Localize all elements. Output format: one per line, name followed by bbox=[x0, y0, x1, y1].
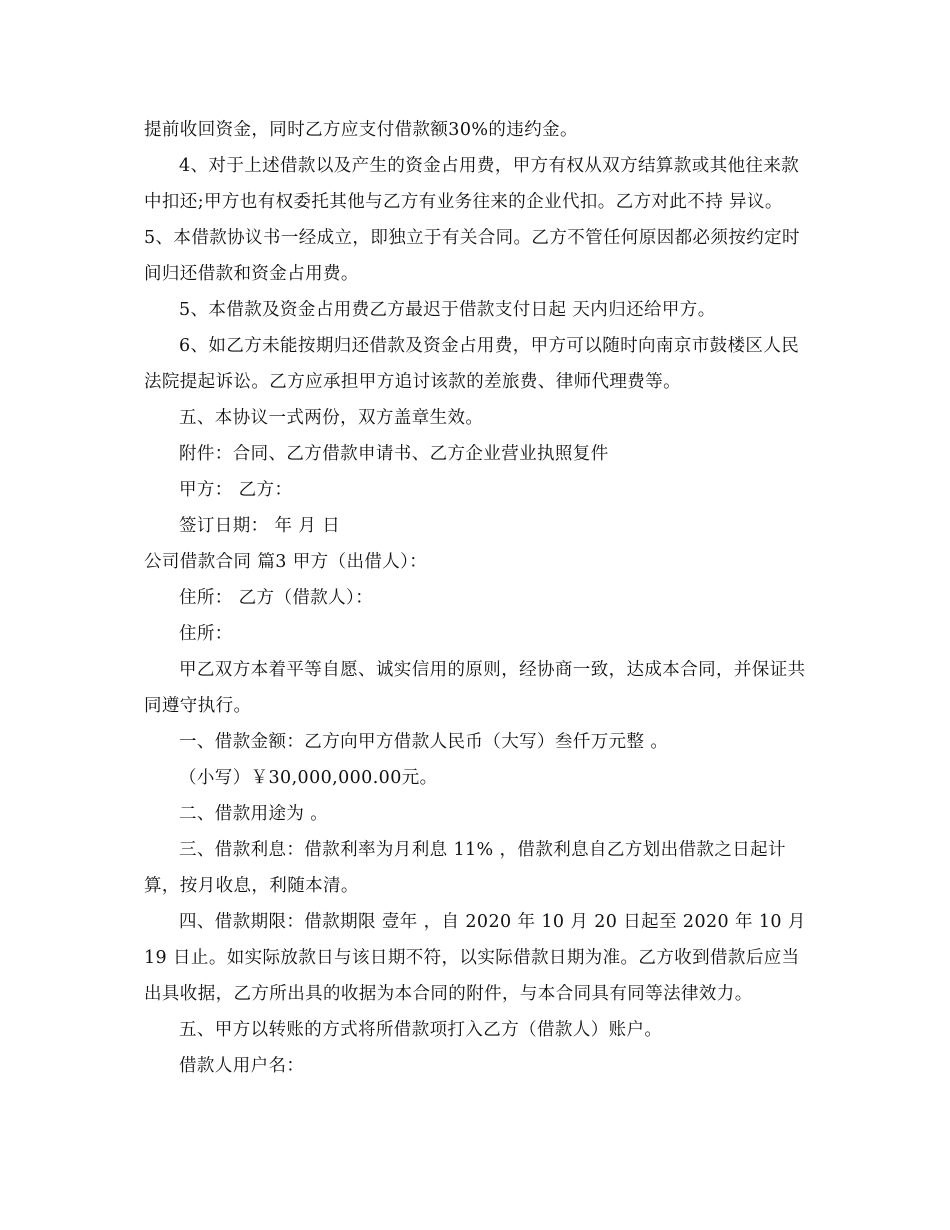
paragraph: 二、借款用途为 。 bbox=[179, 804, 329, 824]
paragraph: 住所： bbox=[179, 624, 233, 644]
document-body bbox=[144, 112, 806, 1084]
paragraph: 提前收回资金，同时乙方应支付借款额30%的违约金。 bbox=[144, 120, 578, 140]
paragraph: 一、借款金额：乙方向甲方借款人民币（大写）叁仟万元整 。 bbox=[179, 732, 669, 752]
paragraph: 三、借款利息：借款利率为月利息 11% ，借款利息自乙方划出借款之日起计算，按月收息，利随本清。 bbox=[144, 840, 786, 896]
paragraph: （小写）￥30,000,000.00元。 bbox=[179, 768, 438, 788]
paragraph: 五、本协议一式两份，双方盖章生效。 bbox=[179, 408, 484, 428]
paragraph: 住所： 乙方（借款人）： bbox=[179, 588, 374, 608]
paragraph: 6、如乙方未能按期归还借款及资金占用费，甲方可以随时向南京市鼓楼区人民法院提起诉讼。乙方应承担甲方追讨该款的差旅费、律师代理费等。 bbox=[144, 336, 800, 392]
paragraph: 5、本借款及资金占用费乙方最迟于借款支付日起 天内归还给甲方。 bbox=[179, 300, 716, 320]
paragraph: 四、借款期限：借款期限 壹年 ，自 2020 年 10 月 20 日起至 2020 年 10 月 19 日止。如实际放款日与该日期不符，以实际借款日期为准。乙方收到借款后应当出具收据，乙方所出具的收据为本合同的附件，与本合同具有同等法律效力。 bbox=[144, 912, 806, 1004]
section-heading: 公司借款合同 篇3 甲方（出借人）： bbox=[144, 552, 428, 572]
paragraph: 甲乙双方本着平等自愿、诚实信用的原则，经协商一致，达成本合同，并保证共同遵守执行。 bbox=[144, 660, 806, 716]
paragraph: 4、对于上述借款以及产生的资金占用费，甲方有权从双方结算款或其他往来款中扣还;甲方也有权委托其他与乙方有业务往来的企业代扣。乙方对此不持 异议。5、本借款协议书一经成立，即独立于有关合同。乙方不管任何原因都必须按约定时间归还借款和资金占用费。 bbox=[144, 156, 800, 284]
signing-date-line: 签订日期： 年 月 日 bbox=[179, 516, 341, 536]
signature-line: 甲方： 乙方： bbox=[179, 480, 293, 500]
paragraph: 借款人用户名： bbox=[179, 1056, 305, 1076]
paragraph: 五、甲方以转账的方式将所借款项打入乙方（借款人）账户。 bbox=[179, 1020, 663, 1040]
paragraph: 附件：合同、乙方借款申请书、乙方企业营业执照复件 bbox=[179, 444, 609, 464]
